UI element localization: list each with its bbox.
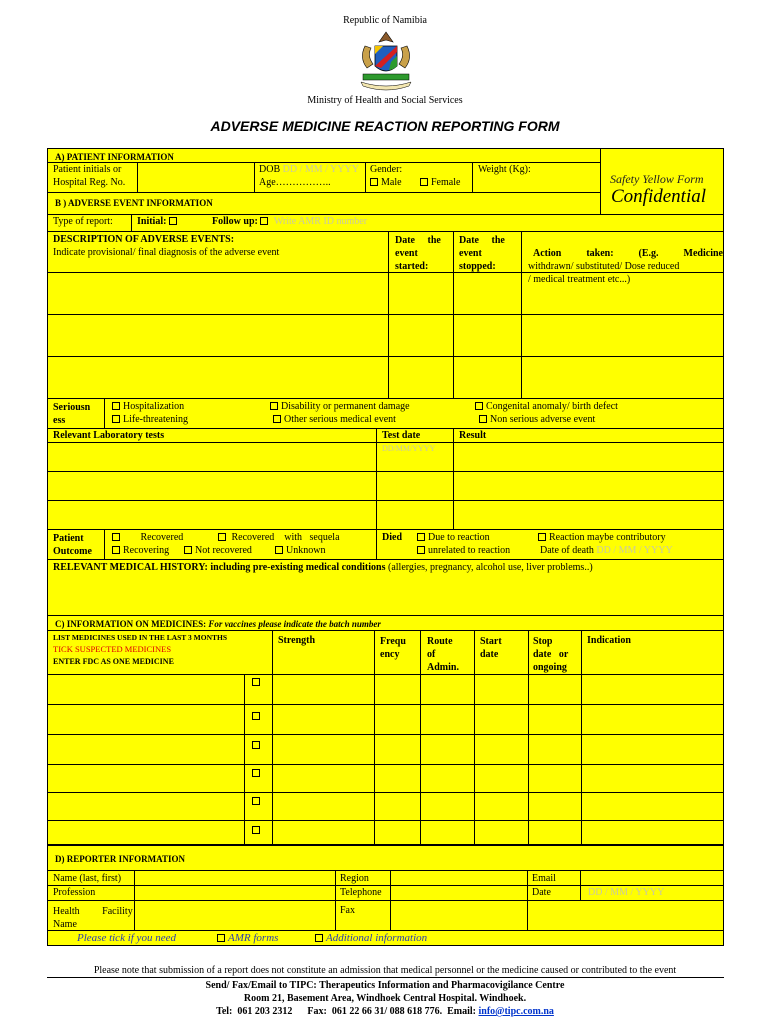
- section-b-heading: B ) ADVERSE EVENT INFORMATION: [55, 198, 213, 208]
- amr-forms-option[interactable]: AMR forms: [217, 932, 278, 944]
- report-date-field[interactable]: DD / MM / YYYY: [588, 887, 665, 898]
- initial-option[interactable]: Initial:: [137, 216, 180, 228]
- health-facility-label: Health Facility Name: [53, 906, 133, 930]
- died-label: Died: [382, 532, 402, 543]
- recovering-checkbox[interactable]: [112, 546, 120, 554]
- country-label: Republic of Namibia: [343, 15, 427, 26]
- medical-history-label: RELEVANT MEDICAL HISTORY: including pre-existing medical conditions (allergies, pregnancy, alcohol use, liver problems..): [53, 562, 593, 573]
- additional-info-option[interactable]: Additional information: [315, 932, 427, 944]
- test-date-field[interactable]: DD/MM/YYYY: [382, 444, 436, 453]
- medicine-row[interactable]: [48, 765, 244, 793]
- lab-tests-label: Relevant Laboratory tests: [53, 430, 165, 441]
- medicine-row[interactable]: [48, 821, 244, 845]
- non-serious-checkbox[interactable]: [479, 415, 487, 423]
- test-date-label: Test date: [382, 430, 421, 441]
- recovered-option[interactable]: Recovered: [112, 532, 183, 544]
- unrelated-option[interactable]: unrelated to reaction: [417, 545, 510, 557]
- email-link[interactable]: info@tipc.com.na: [478, 1006, 554, 1017]
- other-serious-checkbox[interactable]: [273, 415, 281, 423]
- hospital-reg-label: Hospital Reg. No.: [53, 177, 126, 188]
- action-taken-label: Action taken: (E.g. Medicine withdrawn/ substituted/ Dose reduced / medical treatment etc...): [528, 248, 723, 285]
- congenital-checkbox[interactable]: [475, 402, 483, 410]
- strength-header: Strength: [278, 635, 316, 646]
- suspected-checkbox[interactable]: [252, 678, 260, 686]
- date-stopped-label: Date the event stopped:: [459, 235, 505, 272]
- form-title: ADVERSE MEDICINE REACTION REPORTING FORM: [210, 118, 560, 134]
- hospitalization-checkbox[interactable]: [112, 402, 120, 410]
- not-recovered-checkbox[interactable]: [184, 546, 192, 554]
- followup-option[interactable]: Follow up: Write AMR ID number: [212, 216, 368, 227]
- send-to-text: Send/ Fax/Email to TIPC: Therapeutics Information and Pharmacovigilance Centre: [205, 980, 565, 991]
- disability-checkbox[interactable]: [270, 402, 278, 410]
- suspected-checkbox[interactable]: [252, 741, 260, 749]
- female-checkbox[interactable]: [420, 178, 428, 186]
- amr-id-field[interactable]: Write AMR ID number: [273, 216, 368, 227]
- age-label: Age……………..: [259, 177, 331, 188]
- patient-initials-field[interactable]: [138, 163, 254, 191]
- followup-checkbox[interactable]: [260, 217, 268, 225]
- region-label: Region: [340, 873, 369, 884]
- medicine-row[interactable]: [48, 705, 244, 733]
- other-serious-option[interactable]: Other serious medical event: [273, 414, 396, 426]
- safety-yellow-label: Safety Yellow Form: [610, 172, 704, 186]
- confidential-label: Confidential: [611, 186, 706, 207]
- type-of-report-label: Type of report:: [53, 216, 113, 227]
- contact-line: Tel: 061 203 2312 Fax: 061 22 66 31/ 088 618 776. Email: info@tipc.com.na: [216, 1006, 554, 1017]
- dob-label: DOB DD / MM / YYYY: [259, 164, 359, 175]
- room-address-text: Room 21, Basement Area, Windhoek Central Hospital. Windhoek.: [243, 993, 527, 1004]
- unrelated-checkbox[interactable]: [417, 546, 425, 554]
- disclaimer-text: Please note that submission of a report does not constitute an admission that medical personnel or the medicine caused or contributed to the event: [93, 965, 677, 976]
- medical-history-field[interactable]: [48, 576, 723, 615]
- suspected-checkbox[interactable]: [252, 797, 260, 805]
- seriousness-label: Seriousn ess: [53, 402, 91, 426]
- life-threatening-checkbox[interactable]: [112, 415, 120, 423]
- medicine-row[interactable]: [48, 735, 244, 763]
- suspected-checkbox[interactable]: [252, 769, 260, 777]
- description-heading: DESCRIPTION OF ADVERSE EVENTS:: [53, 234, 235, 245]
- indication-header: Indication: [587, 635, 631, 646]
- enter-fdc-label: ENTER FDC AS ONE MEDICINE: [53, 657, 174, 666]
- section-d-heading: D) REPORTER INFORMATION: [55, 854, 186, 864]
- tick-suspected-label: TICK SUSPECTED MEDICINES: [53, 644, 172, 654]
- profession-label: Profession: [53, 887, 96, 898]
- unknown-checkbox[interactable]: [275, 546, 283, 554]
- reporter-name-label: Name (last, first): [53, 873, 122, 884]
- recovered-sequela-checkbox[interactable]: [218, 533, 226, 541]
- maybe-contributory-option[interactable]: Reaction maybe contributory: [538, 532, 666, 544]
- fax-label: Fax: [340, 905, 355, 916]
- initial-checkbox[interactable]: [169, 217, 177, 225]
- date-label: Date: [532, 887, 551, 898]
- start-date-header: Start date: [480, 636, 502, 660]
- recovered-checkbox[interactable]: [112, 533, 120, 541]
- due-to-reaction-checkbox[interactable]: [417, 533, 425, 541]
- event-row-1[interactable]: [48, 273, 388, 313]
- recovering-option[interactable]: Recovering: [112, 545, 169, 557]
- telephone-label: Telephone: [340, 887, 382, 898]
- male-checkbox[interactable]: [370, 178, 378, 186]
- date-started-label: Date the event started:: [395, 235, 441, 272]
- additional-info-checkbox[interactable]: [315, 934, 323, 942]
- female-option[interactable]: Female: [420, 177, 460, 189]
- email-label: Email: [532, 873, 556, 884]
- section-a-heading: A) PATIENT INFORMATION: [55, 152, 174, 162]
- suspected-checkbox[interactable]: [252, 826, 260, 834]
- reporter-name-field[interactable]: [135, 871, 335, 885]
- gender-label: Gender:: [370, 164, 403, 175]
- recovered-sequela-option[interactable]: Recovered with sequela: [218, 532, 340, 544]
- hospitalization-option[interactable]: Hospitalization: [112, 401, 184, 413]
- coat-of-arms-logo: [355, 28, 417, 92]
- dob-field[interactable]: DD / MM / YYYY: [282, 164, 359, 175]
- date-of-death-field[interactable]: DD / MM / YYYY: [596, 545, 673, 556]
- congenital-option[interactable]: Congenital anomaly/ birth defect: [475, 401, 618, 413]
- not-recovered-option[interactable]: Not recovered: [184, 545, 252, 557]
- maybe-contributory-checkbox[interactable]: [538, 533, 546, 541]
- route-header: Route of Admin.: [427, 636, 459, 673]
- section-c-heading: C) INFORMATION ON MEDICINES: For vaccines please indicate the batch number: [55, 619, 381, 629]
- description-subtext: Indicate provisional/ final diagnosis of the adverse event: [53, 247, 280, 258]
- suspected-checkbox[interactable]: [252, 712, 260, 720]
- patient-outcome-label: Patient Outcome: [53, 533, 92, 557]
- male-option[interactable]: Male: [370, 177, 402, 189]
- date-of-death-label: Date of death DD / MM / YYYY: [540, 545, 673, 556]
- unknown-option[interactable]: Unknown: [275, 545, 325, 557]
- list-medicines-label: LIST MEDICINES USED IN THE LAST 3 MONTHS: [53, 633, 228, 642]
- medicine-row[interactable]: [48, 675, 244, 703]
- due-to-reaction-option[interactable]: Due to reaction: [417, 532, 490, 544]
- patient-initials-label: Patient initials or: [53, 164, 122, 175]
- non-serious-option[interactable]: Non serious adverse event: [479, 414, 595, 426]
- result-label: Result: [459, 430, 487, 441]
- life-threatening-option[interactable]: Life-threatening: [112, 414, 188, 426]
- disability-option[interactable]: Disability or permanent damage: [270, 401, 410, 413]
- ministry-label: Ministry of Health and Social Services: [307, 95, 463, 106]
- stop-date-header: Stop date or ongoing: [533, 636, 569, 673]
- amr-forms-checkbox[interactable]: [217, 934, 225, 942]
- medicine-row[interactable]: [48, 793, 244, 819]
- tick-note-label: Please tick if you need: [77, 932, 176, 944]
- weight-label: Weight (Kg):: [478, 164, 531, 175]
- frequency-header: Frequ ency: [380, 636, 406, 660]
